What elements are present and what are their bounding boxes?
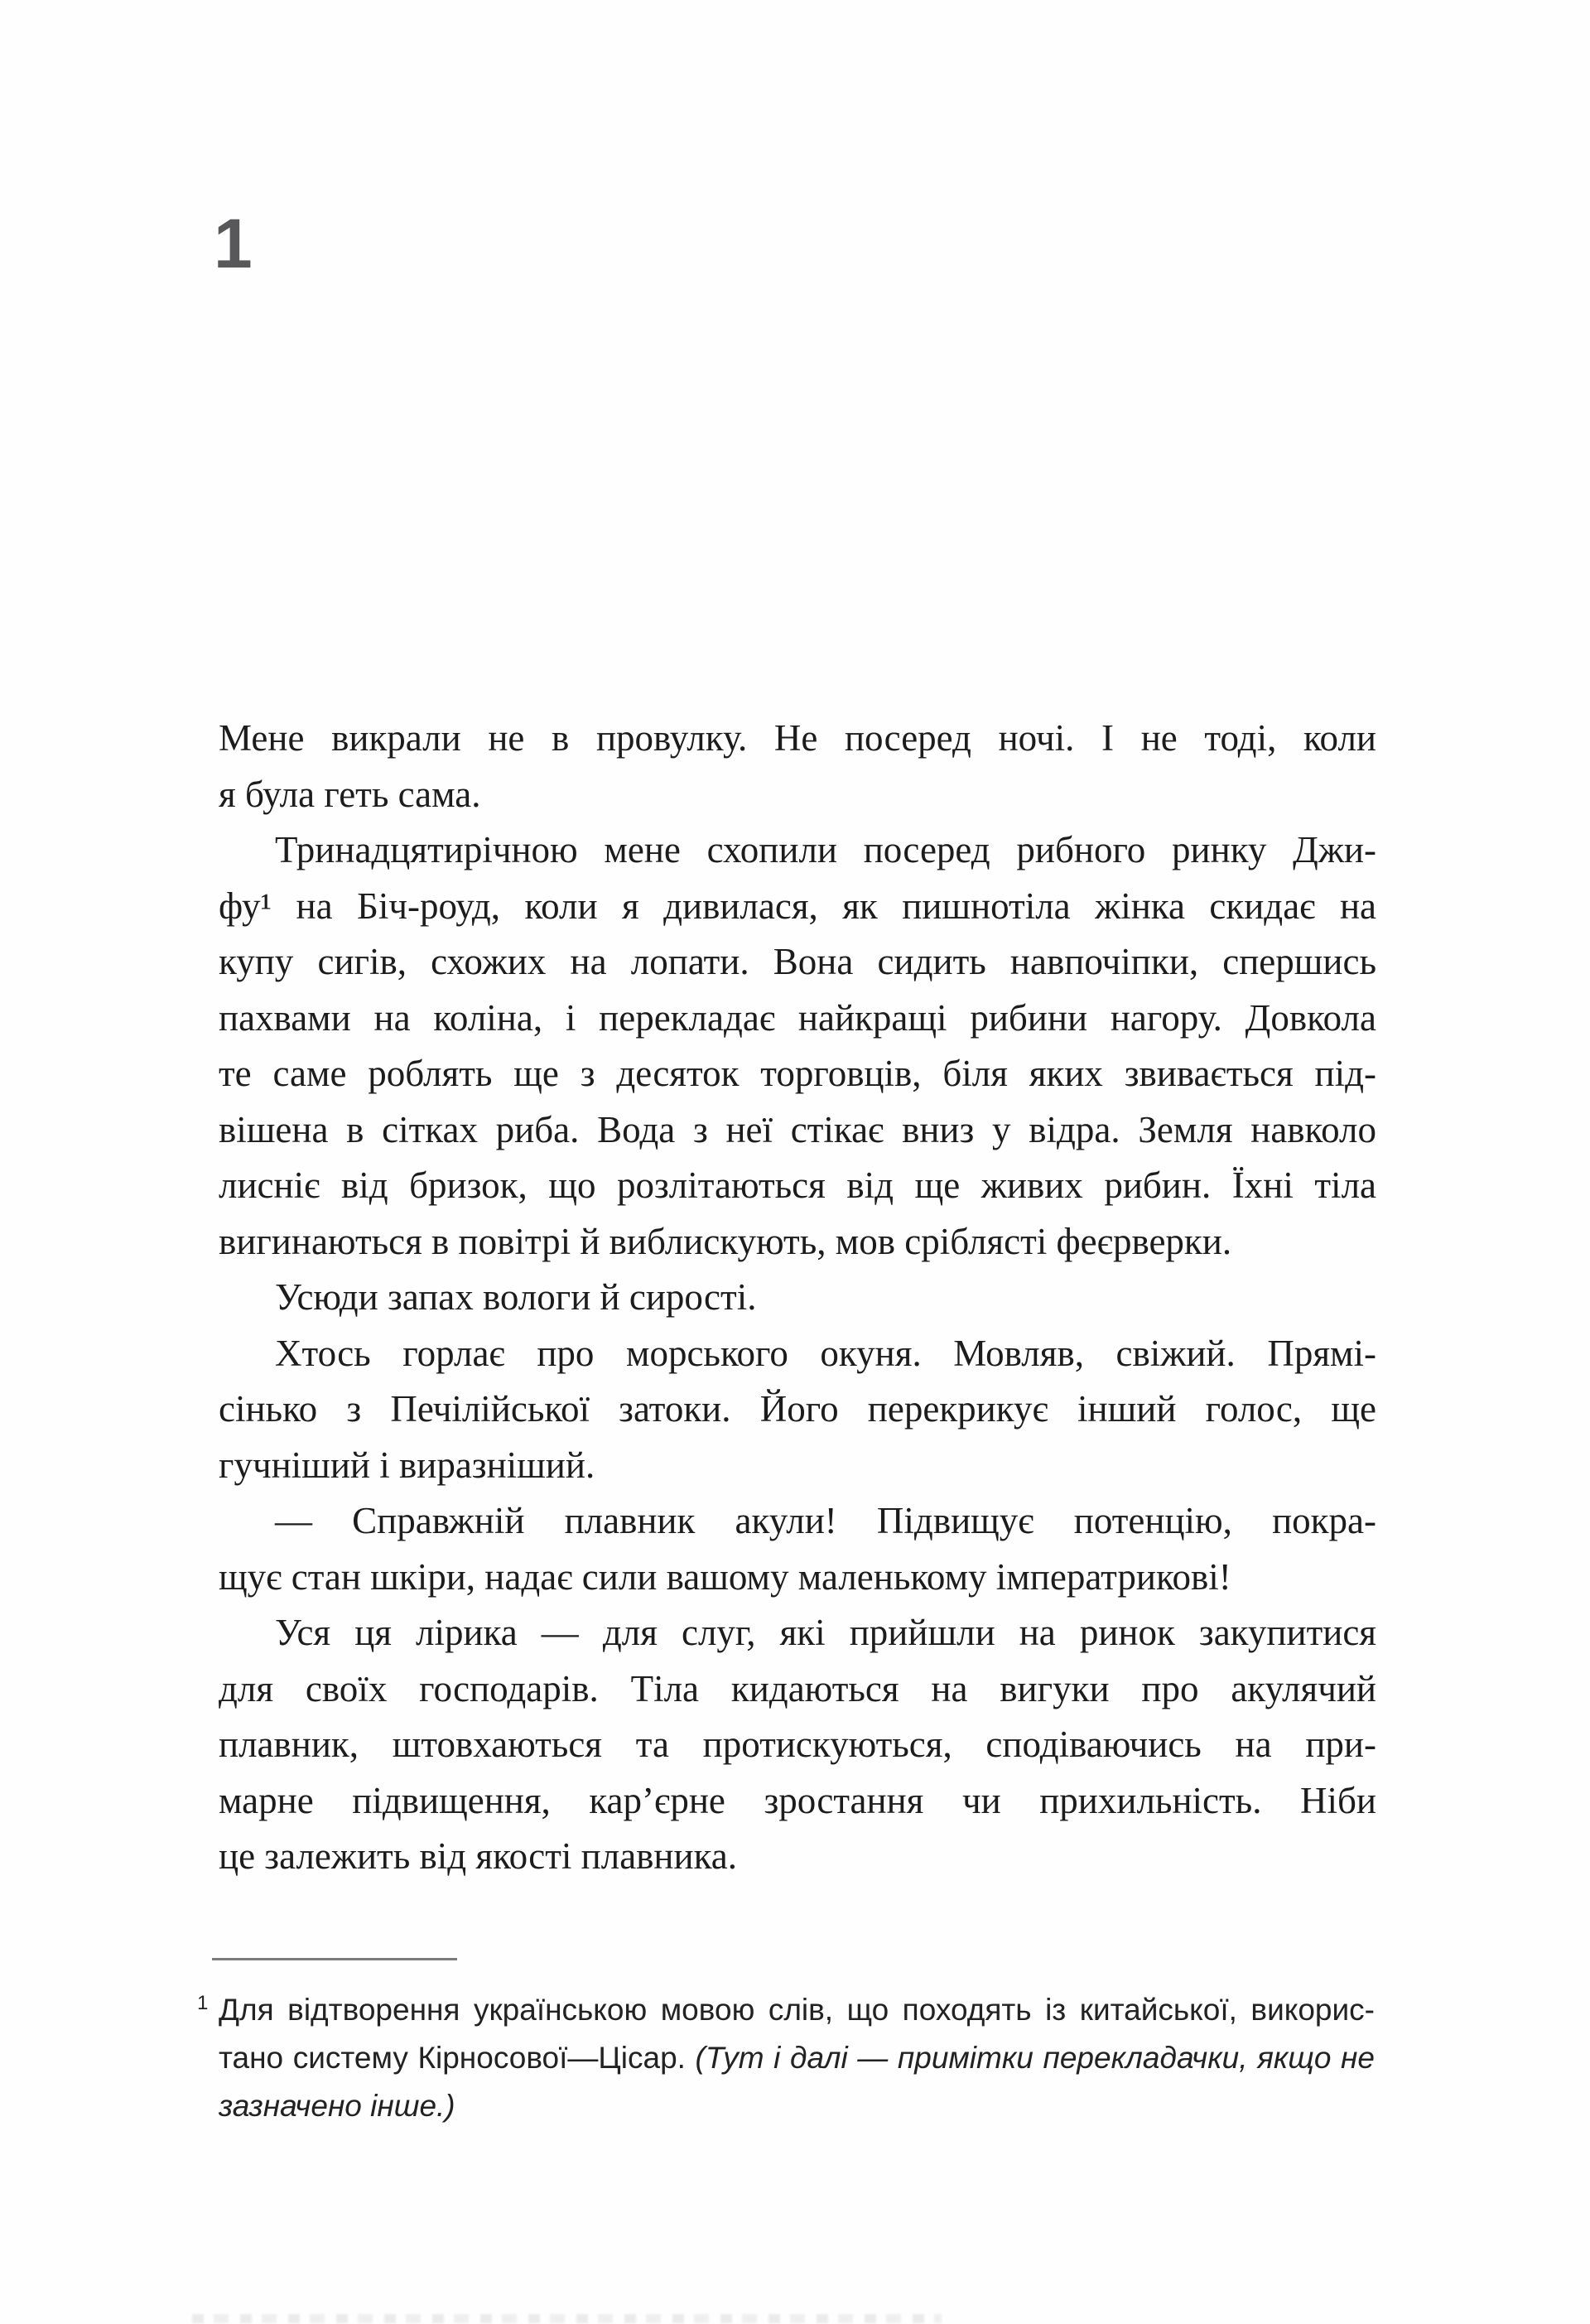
body-line: — Справжній плавник акули! Підвищує потенцію, покра- bbox=[275, 1500, 1376, 1541]
body-line: Тринадцятирічною мене схопили посеред рибного ринку Джи- bbox=[275, 829, 1376, 870]
body-line: Уся ця лірика — для слуг, які прийшли на ринок закупитися bbox=[275, 1612, 1376, 1653]
body-line: Мене викрали не в провулку. Не посеред ночі. І не тоді, коли bbox=[219, 717, 1376, 759]
footnote-text-italic: (Тут і далі — примітки перекладачки, якщо не bbox=[695, 2041, 1375, 2075]
footnote-text-italic: зазначено інше.) bbox=[219, 2089, 455, 2123]
body-line: Усюди запах вологи й сирості. bbox=[275, 1276, 757, 1318]
body-line: для своїх господарів. Тіла кидаються на вигуки про акулячий bbox=[219, 1667, 1376, 1709]
body-line: пахвами на коліна, і перекладає найкращі рибини нагору. Довкола bbox=[219, 996, 1376, 1039]
footnote-text: Для відтворення українською мовою слів, що походять із китайської, викорис- bbox=[219, 1993, 1375, 2027]
footnote-separator bbox=[212, 1958, 457, 1960]
footnote-marker: 1 bbox=[197, 1992, 209, 2014]
footnote-line bbox=[197, 1986, 1375, 2034]
body-line: купу сигів, схожих на лопати. Вона сидить навпочіпки, спершись bbox=[219, 941, 1376, 982]
cropped-next-page-text-artifact bbox=[192, 2314, 942, 2323]
chapter-number: 1 bbox=[214, 205, 253, 282]
body-line: гучніший і виразніший. bbox=[219, 1444, 595, 1486]
body-line: лисніє від бризок, що розлітаються від ще живих рибин. Їхні тіла bbox=[219, 1164, 1376, 1206]
body-line: те саме роблять ще з десяток торговців, біля яких звивається під- bbox=[219, 1053, 1376, 1094]
body-line: щує стан шкіри, надає сили вашому маленькому імператрикові! bbox=[219, 1555, 1231, 1598]
body-line: сінько з Печілійської затоки. Його перекрикує інший голос, ще bbox=[219, 1388, 1376, 1430]
body-line: Хтось горлає про морського окуня. Мовляв, свіжий. Прямі- bbox=[275, 1332, 1376, 1374]
body-line: це залежить від якості плавника. bbox=[219, 1835, 738, 1877]
body-line: вигинаються в повітрі й виблискують, мов сріблясті феєрверки. bbox=[219, 1220, 1232, 1262]
footnote bbox=[197, 1986, 1375, 2130]
body-text bbox=[219, 711, 1376, 1885]
footnote-text: тано систему Кірносової—Цісар. bbox=[219, 2041, 696, 2075]
footnote-line bbox=[219, 2082, 1375, 2130]
body-line: я була геть сама. bbox=[219, 773, 481, 815]
body-line: фу¹ на Біч-роуд, коли я дивилася, як пишнотіла жінка скидає на bbox=[219, 885, 1376, 927]
body-line: вішена в сітках риба. Вода з неї стікає вниз у відра. Земля навколо bbox=[219, 1108, 1376, 1150]
body-line: плавник, штовхаються та протискуються, сподіваючись на при- bbox=[219, 1724, 1376, 1765]
footnote-line bbox=[219, 2034, 1375, 2082]
body-line: марне підвищення, кар’єрне зростання чи прихильність. Ніби bbox=[219, 1779, 1376, 1821]
